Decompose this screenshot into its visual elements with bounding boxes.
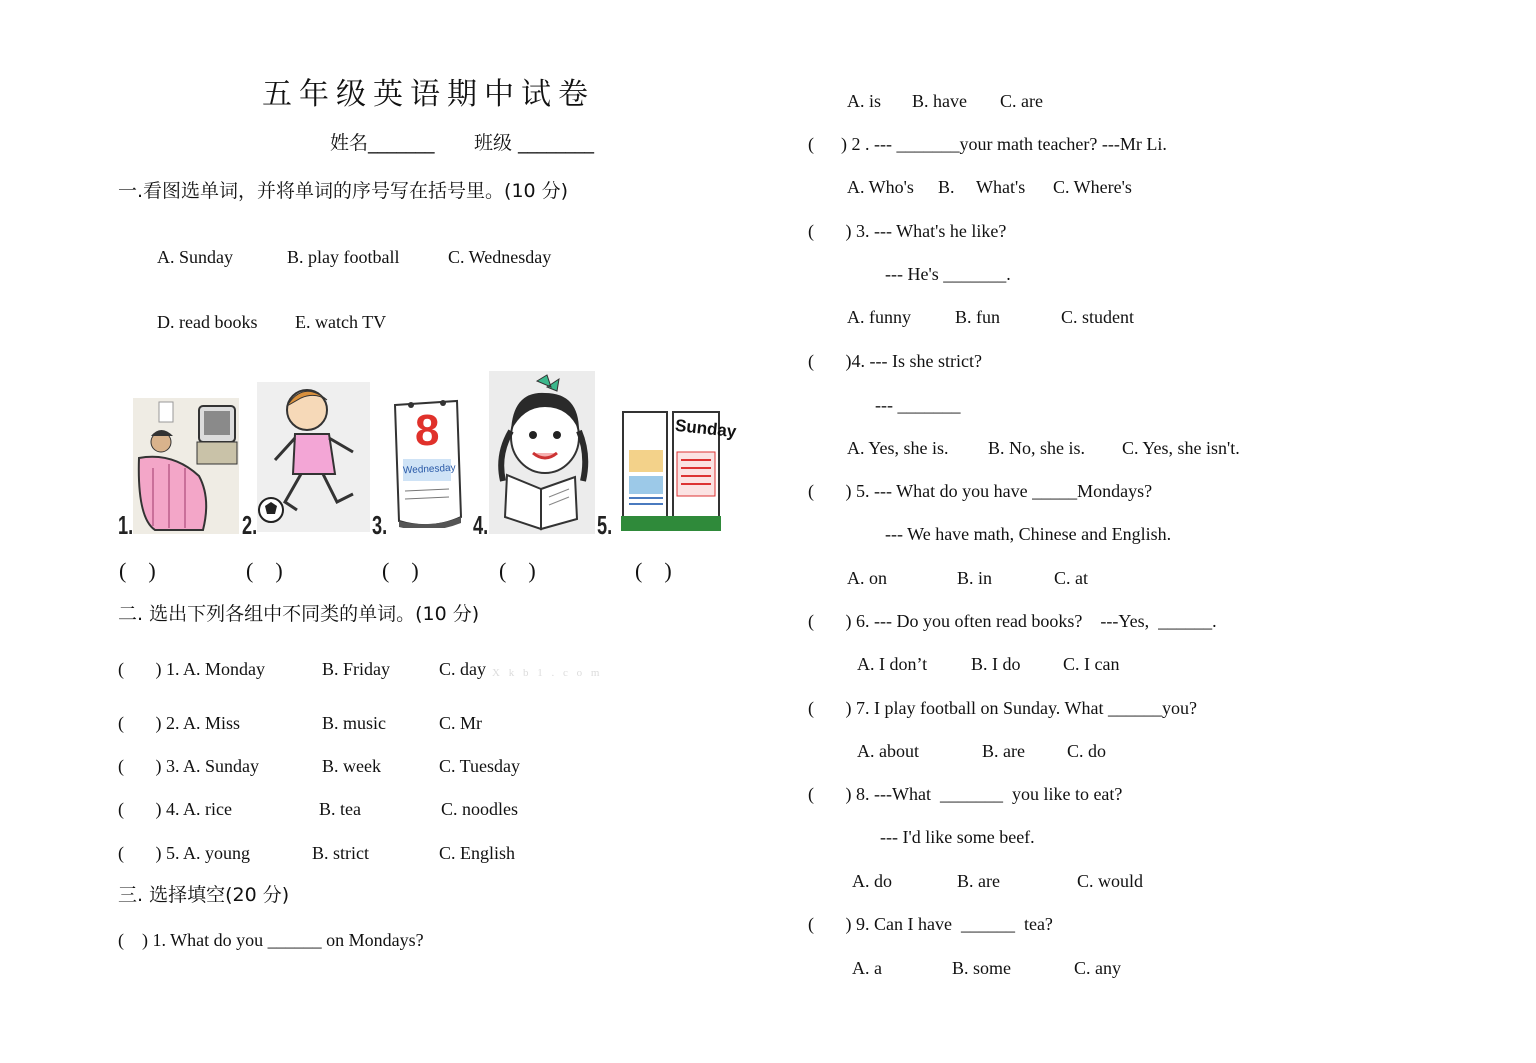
answer-blank-2[interactable]: ( ) [246, 558, 283, 583]
fill-q3: ( ) 3. --- What's he like? [808, 221, 1007, 241]
word-option-e: E. watch TV [295, 312, 387, 332]
fill-q7-opt-c: C. do [1067, 741, 1107, 761]
odd-one-out-q5: ( ) 5. A. young [118, 843, 250, 863]
fill-q9: ( ) 9. Can I have ______ tea? [808, 914, 1053, 934]
odd-one-out-q4: ( ) 4. A. rice [118, 799, 232, 819]
fill-q8-opt-b: B. are [957, 871, 1000, 891]
watermark: X k b 1 . c o m [492, 667, 603, 679]
odd-one-out-q5-c: C. English [439, 843, 516, 863]
picture-number-2: 2. [242, 510, 258, 540]
fill-q6-opt-a: A. I don’t [857, 654, 928, 674]
fill-q5-opt-b: B. in [957, 568, 993, 588]
picture-calendar [391, 399, 464, 528]
schedule-word: Sunday [674, 415, 738, 442]
picture-number-1: 1. [118, 510, 134, 540]
section3-heading: 三. 选择填空(20 分) [118, 884, 290, 906]
page-title: 五年级英语期中试卷 [262, 77, 595, 112]
picture-number-3: 3. [372, 510, 388, 540]
answer-blank-3[interactable]: ( ) [382, 558, 419, 583]
odd-one-out-q2: ( ) 2. A. Miss [118, 713, 241, 733]
fill-q4-opt-c: C. Yes, she isn't. [1122, 438, 1240, 458]
answer-blank-5[interactable]: ( ) [635, 558, 672, 583]
picture-sunday-schedule [621, 406, 738, 531]
fill-q8-opt-c: C. would [1077, 871, 1144, 891]
odd-one-out-q4-c: C. noodles [441, 799, 519, 819]
fill-q1-opt-b: B. have [912, 91, 967, 111]
fill-q6-opt-c: C. I can [1063, 654, 1120, 674]
odd-one-out-q5-b: B. strict [312, 843, 369, 863]
answer-blank-4[interactable]: ( ) [499, 558, 536, 583]
odd-one-out-q3-c: C. Tuesday [439, 756, 521, 776]
section2-heading: 二. 选出下列各组中不同类的单词。(10 分) [118, 603, 480, 625]
odd-one-out-q1-b: B. Friday [322, 659, 391, 679]
fill-q3-opt-a: A. funny [847, 307, 911, 327]
calendar-day: Wednesday [402, 462, 456, 477]
fill-q3-opt-c: C. student [1061, 307, 1135, 327]
fill-q1-opt-a: A. is [847, 91, 882, 111]
fill-q4: ( )4. --- Is she strict? [808, 351, 982, 371]
fill-q9-opt-c: C. any [1074, 958, 1121, 978]
fill-q3-opt-b: B. fun [955, 307, 1000, 327]
class-field[interactable]: 班级 ________ [474, 132, 595, 154]
odd-one-out-q3: ( ) 3. A. Sunday [118, 756, 259, 776]
fill-q5-opt-c: C. at [1054, 568, 1088, 588]
fill-q5-answer: --- We have math, Chinese and English. [885, 524, 1172, 544]
fill-q5: ( ) 5. --- What do you have _____Mondays? [808, 481, 1153, 501]
odd-one-out-q2-b: B. music [322, 713, 387, 733]
fill-q4-answer: --- _______ [875, 395, 961, 415]
fill-q4-opt-b: B. No, she is. [988, 438, 1086, 458]
picture-number-4: 4. [473, 510, 489, 540]
fill-q8-opt-a: A. do [852, 871, 892, 891]
fill-q2-opt-a: A. Who's [847, 177, 914, 197]
odd-one-out-q1-c: C. day [439, 659, 486, 679]
fill-q7-opt-a: A. about [857, 741, 919, 761]
fill-q8-answer: --- I'd like some beef. [880, 827, 1035, 847]
word-option-d: D. read books [157, 312, 258, 332]
word-option-b: B. play football [287, 247, 400, 267]
odd-one-out-q2-c: C. Mr [439, 713, 483, 733]
word-option-c: C. Wednesday [448, 247, 552, 267]
picture-read-books [489, 371, 595, 534]
fill-q2: ( ) 2 . --- _______your math teacher? ---Mr Li. [808, 134, 1167, 154]
fill-q7-opt-b: B. are [982, 741, 1025, 761]
word-option-a: A. Sunday [157, 247, 233, 267]
odd-one-out-q3-b: B. week [322, 756, 381, 776]
section1-heading: 一.看图选单词，并将单词的序号写在括号里。(10 分) [118, 180, 569, 202]
fill-q3-answer: --- He's _______. [885, 264, 1011, 284]
picture-play-football [257, 382, 370, 532]
fill-q9-opt-b: B. some [952, 958, 1012, 978]
fill-q6: ( ) 6. --- Do you often read books? ---Yes, ______. [808, 611, 1217, 631]
odd-one-out-q1: ( ) 1. A. Monday [118, 659, 265, 679]
fill-q2-opt-c: C. Where's [1053, 177, 1132, 197]
name-field[interactable]: 姓名_______ [330, 132, 435, 154]
odd-one-out-q4-b: B. tea [319, 799, 361, 819]
fill-q2-opt-b: B. [938, 177, 955, 197]
fill-q1: ( ) 1. What do you ______ on Mondays? [118, 930, 424, 950]
calendar-number: 8 [415, 406, 440, 455]
fill-q9-opt-a: A. a [852, 958, 882, 978]
fill-q4-opt-a: A. Yes, she is. [847, 438, 949, 458]
fill-q8: ( ) 8. ---What _______ you like to eat? [808, 784, 1123, 804]
fill-q7: ( ) 7. I play football on Sunday. What ______you? [808, 698, 1197, 718]
fill-q5-opt-a: A. on [847, 568, 887, 588]
picture-watch-tv [133, 398, 239, 534]
fill-q1-opt-c: C. are [1000, 91, 1043, 111]
fill-q6-opt-b: B. I do [971, 654, 1021, 674]
picture-number-5: 5. [597, 510, 613, 540]
answer-blank-1[interactable]: ( ) [119, 558, 156, 583]
fill-q2-opt-b-text: What's [976, 177, 1026, 197]
